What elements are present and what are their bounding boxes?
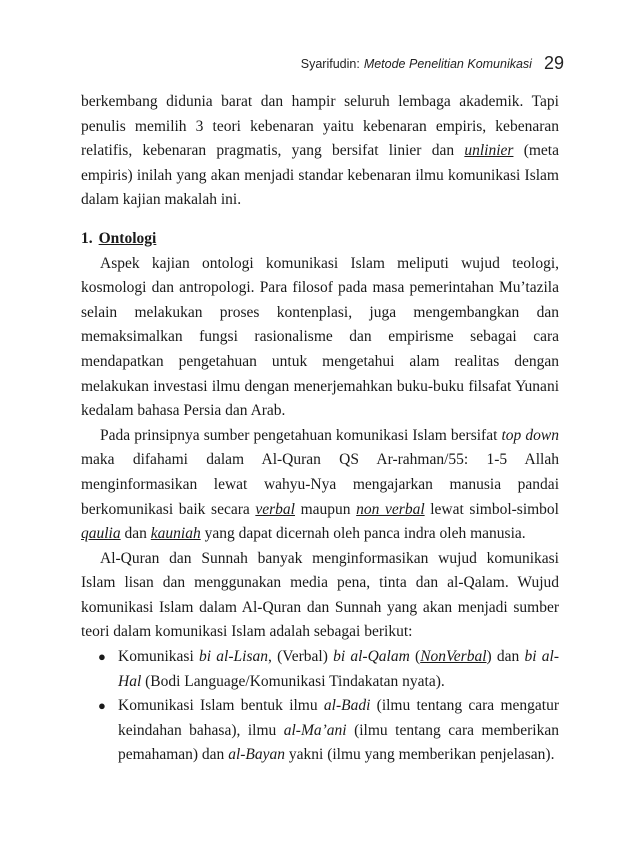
page-body (81, 90, 559, 768)
bullet-icon: ● (98, 698, 106, 714)
header-author: Syarifudin: (300, 57, 360, 71)
b1-text-5: (Bodi Language/Komunikasi Tindakatan nyata). (141, 672, 445, 690)
bullet-icon: ● (98, 649, 106, 665)
header-book-title: Metode Penelitian Komunikasi (363, 57, 532, 71)
intro-text-2: (meta empiris) inilah yang akan menjadi standar kebenaran ilmu komunikasi Islam dalam kajian makalah ini. (81, 142, 559, 209)
section-heading (81, 227, 559, 252)
b1-text-4: ) dan (486, 648, 525, 666)
page-number: 29 (543, 53, 564, 73)
list-item (81, 694, 559, 768)
intro-term-unlinier: unlinier (464, 142, 514, 160)
b1-text-3: ( (409, 648, 421, 666)
b2-term-al-maani: al-Ma’ani (283, 721, 347, 739)
b1-term-bi-al-lisan: bi al-Lisan (199, 648, 268, 666)
p2-text-4: lewat simbol-simbol (424, 500, 559, 518)
p2-term-non-verbal: non verbal (356, 500, 425, 518)
p2-term-verbal: verbal (255, 500, 295, 518)
ontology-paragraph-3: Al-Quran dan Sunnah banyak menginformasikan wujud komunikasi Islam lisan dan menggunakan media pena, tinta dan al-Qalam. Wujud komunikasi Islam dalam Al-Quran dan Sunnah yang akan menjadi sumber teori dalam komunikasi Islam adalah sebagai berikut: (81, 549, 559, 641)
section-number: 1. (81, 229, 93, 247)
p2-term-kauniah: kauniah (150, 525, 201, 543)
b2-term-al-bayan: al-Bayan (228, 746, 286, 764)
b2-text-3: (ilmu tentang cara memberikan pemahaman) dan (118, 721, 559, 764)
b2-term-al-badi: al-Badi (323, 697, 371, 715)
running-header (301, 52, 564, 73)
b1-text-1: Komunikasi (118, 648, 200, 666)
intro-paragraph (81, 90, 559, 213)
intro-text-1: berkembang didunia barat dan hampir seluruh lembaga akademik. Tapi penulis memilih 3 teori kebenaran yaitu kebenaran empiris, kebenaran relatifis, kebenaran pragmatis, yang bersifat linier dan (81, 93, 559, 160)
p2-term-top-down: top down (501, 426, 559, 444)
p2-text-5: dan (120, 525, 151, 543)
b2-text-2: (ilmu tentang cara mengatur keindahan bahasa), ilmu (118, 697, 559, 739)
b2-text-4: yakni (ilmu yang memberikan penjelasan). (285, 746, 555, 764)
ontology-paragraph-2 (81, 424, 559, 547)
b2-text-1: Komunikasi Islam bentuk ilmu (118, 697, 324, 715)
p2-text-3: maupun (294, 500, 357, 518)
bullet-list (81, 645, 559, 768)
list-item (81, 645, 559, 694)
b1-term-bi-al-qalam: bi al-Qalam (333, 648, 410, 666)
b1-term-bi-al-hal: bi al-Hal (118, 648, 560, 690)
ontology-paragraph-1: Aspek kajian ontologi komunikasi Islam meliputi wujud teologi, kosmologi dan antropologi. Para filosof pada masa pemerintahan Mu’tazila selain melakukan proses kontenplasi, juga mengembangkan dan memaksimalkan fungsi rasionalisme dan empirisme sebagai cara mendapatkan pengetahuan untuk mengetahui alam realitas dengan melakukan investasi ilmu dengan menerjemahkan buku-buku filsafat Yunani kedalam bahasa Persia dan Arab. (81, 254, 559, 420)
section-title: Ontologi (98, 229, 157, 247)
b1-term-nonverbal: NonVerbal (420, 648, 487, 666)
p2-text-6: yang dapat dicernah oleh panca indra oleh manusia. (200, 525, 526, 543)
p2-text-1: Pada prinsipnya sumber pengetahuan komunikasi Islam bersifat (100, 426, 502, 444)
b1-text-2: , (Verbal) (267, 648, 334, 666)
p2-term-qaulia: qaulia (81, 525, 121, 543)
p2-text-2: maka difahami dalam Al-Quran QS Ar-rahman/55: 1-5 Allah menginformasikan lewat wahyu-Nya mengajarkan manusia pandai berkomunikasi baik secara (81, 451, 559, 518)
